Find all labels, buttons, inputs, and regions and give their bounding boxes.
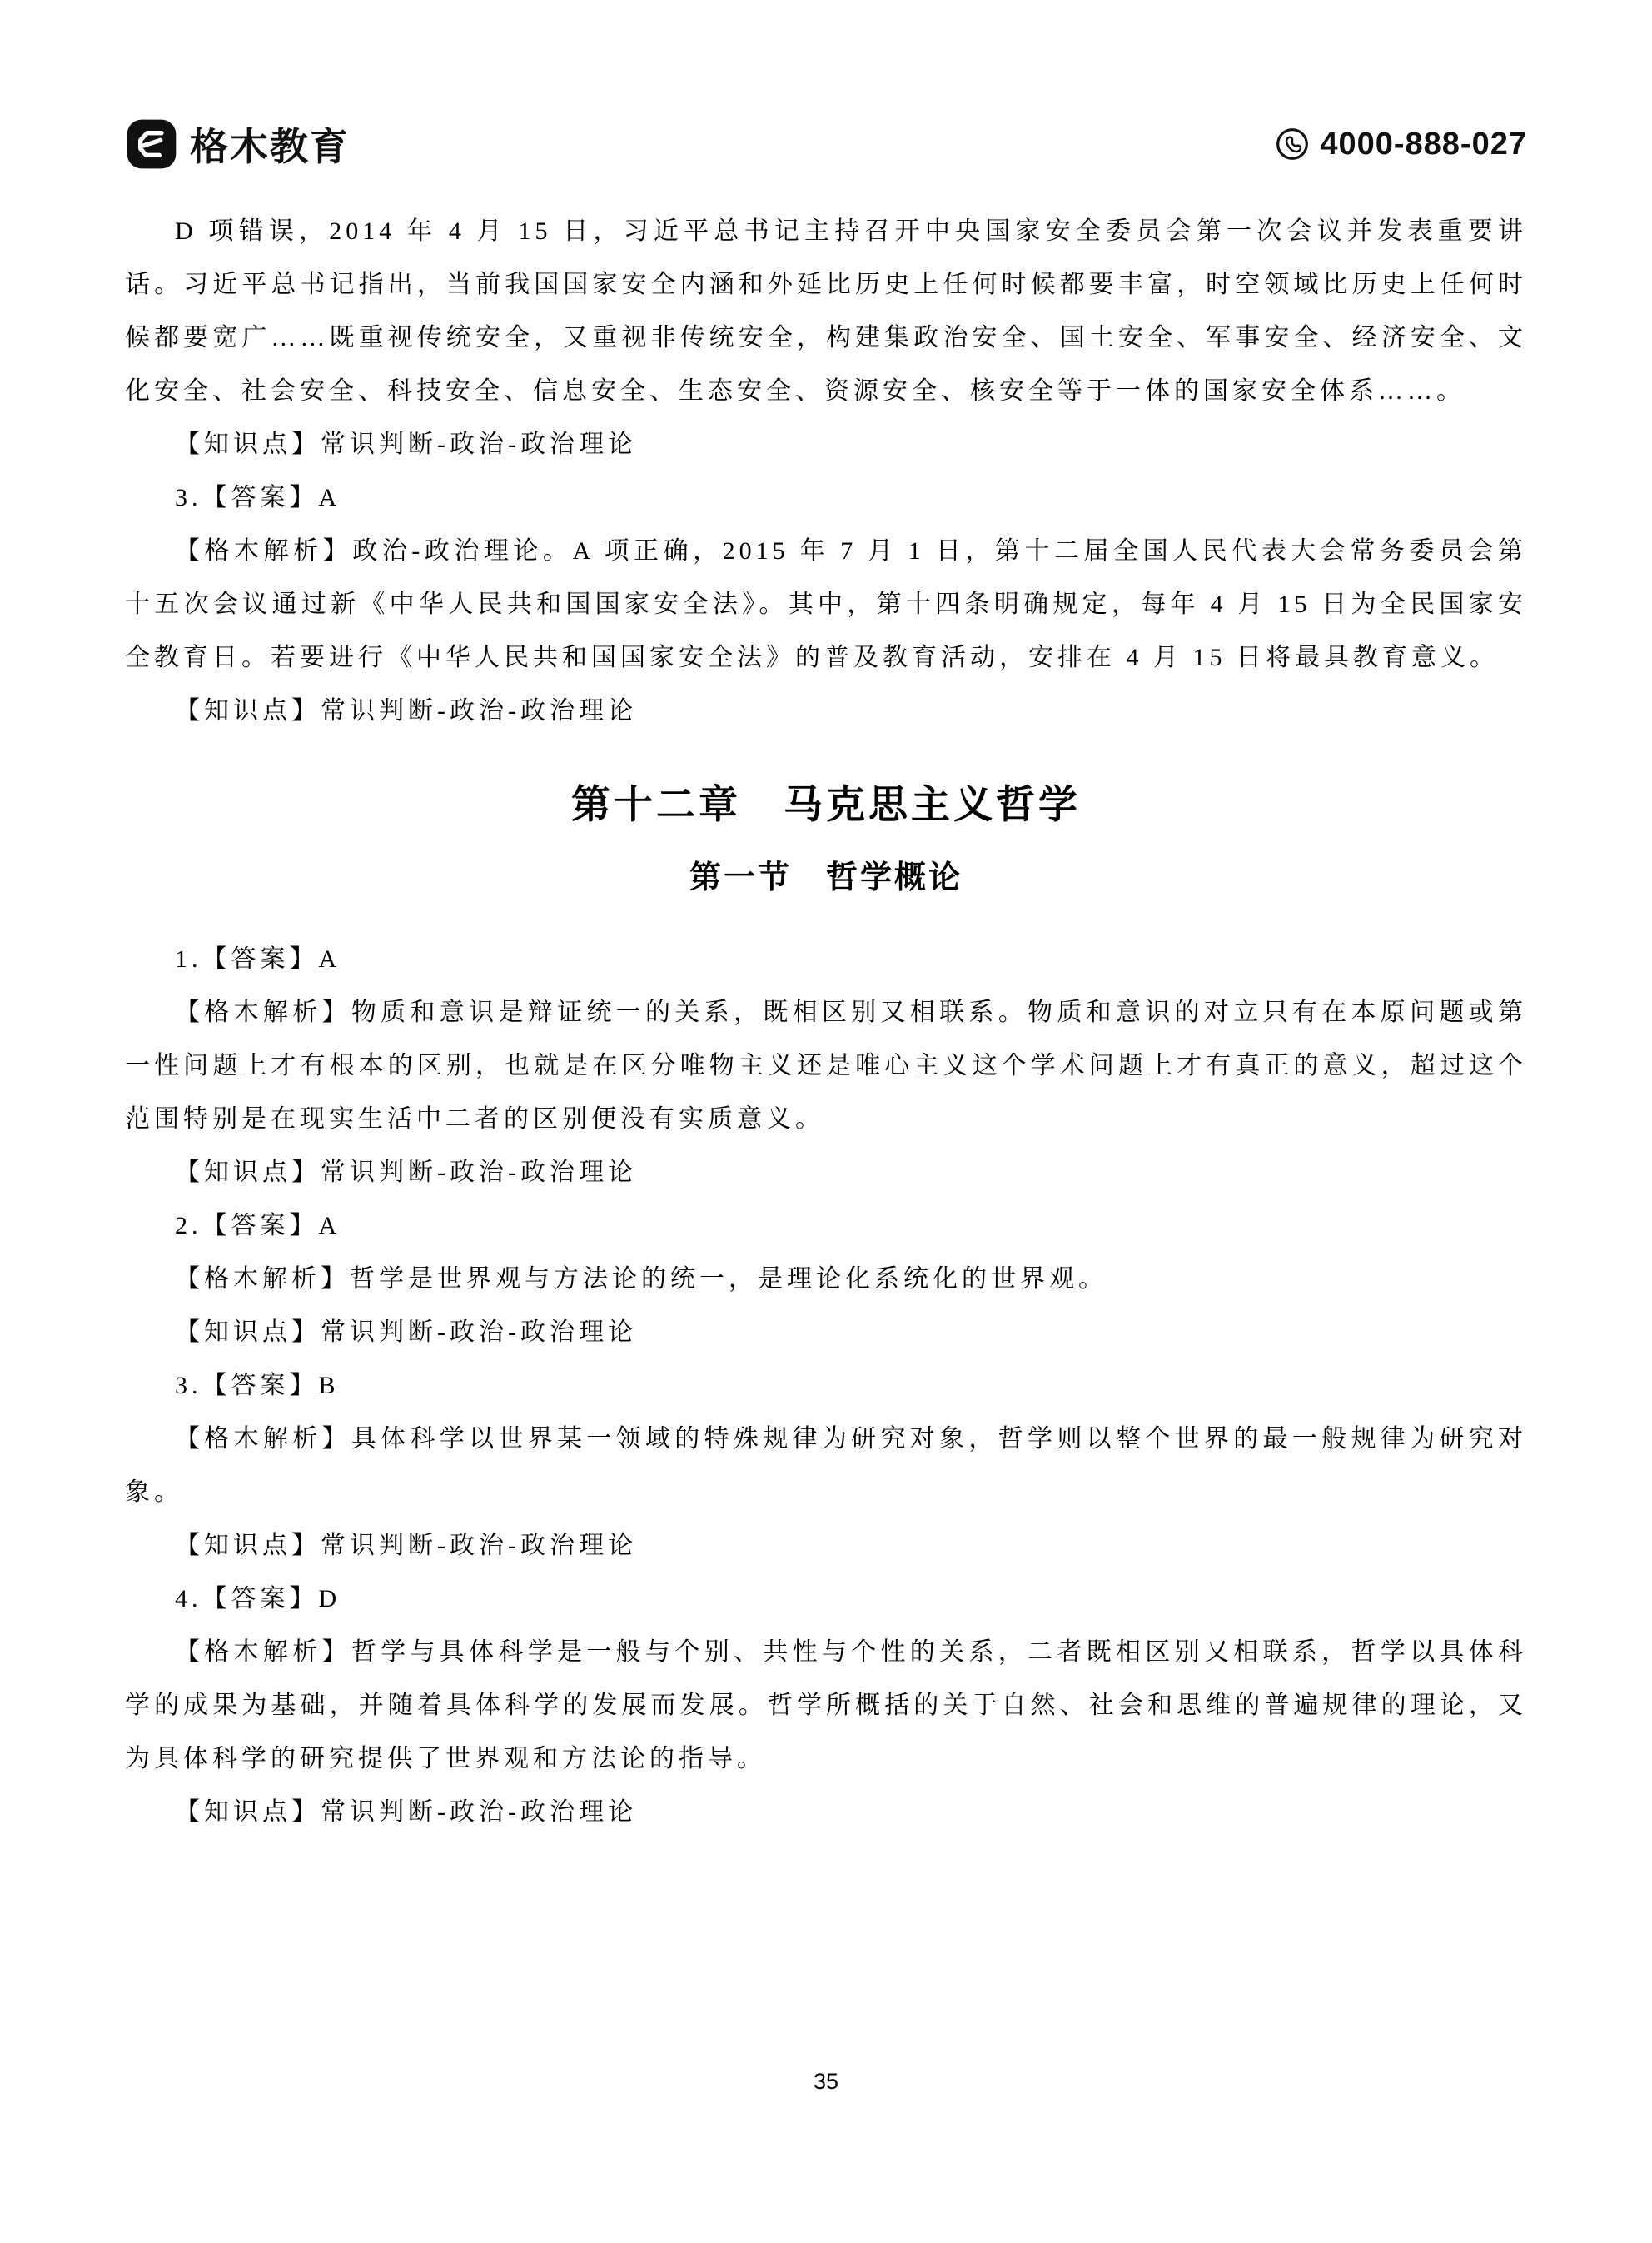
document-body: [125, 205, 1527, 1839]
phone-contact: [1275, 127, 1527, 162]
answer-line-q1: 1.【答案】A: [175, 945, 341, 973]
knowledge-point-line: 【知识点】常识判断-政治-政治理论: [175, 1532, 637, 1559]
page-number: 35: [813, 2069, 839, 2094]
analysis-line-q3: 【格木解析】政治-政治理论。A 项正确，2015 年 7 月 1 日，第十二届全国人民代表大会常务委员会第十五次会议通过新《中华人民共和国国家安全法》。其中，第十四条明确规定，每年 4 月 15 日为全民国家安全教育日。若要进行《中华人民共和国国家安全法》的普及教育活动，安排在 4 月 15 日将最具教育意义。: [125, 537, 1527, 671]
phone-number: 4000-888-027: [1320, 126, 1527, 162]
knowledge-point-line: 【知识点】常识判断-政治-政治理论: [175, 1798, 637, 1826]
knowledge-point-line: 【知识点】常识判断-政治-政治理论: [175, 697, 637, 725]
analysis-line-q1: 【格木解析】物质和意识是辩证统一的关系，既相区别又相联系。物质和意识的对立只有在本原问题或第一性问题上才有根本的区别，也就是在区分唯物主义还是唯心主义这个学术问题上才有真正的意义，超过这个范围特别是在现实生活中二者的区别便没有实质意义。: [125, 999, 1527, 1133]
gemu-logo-icon: [125, 117, 178, 171]
page-header: [125, 107, 1527, 182]
answer-line-q3-sec2: 3.【答案】B: [175, 1372, 340, 1399]
knowledge-point-line: 【知识点】常识判断-政治-政治理论: [175, 431, 637, 458]
phone-icon: [1275, 127, 1310, 162]
knowledge-point-line: 【知识点】常识判断-政治-政治理论: [175, 1318, 637, 1346]
answer-line-q2: 2.【答案】A: [175, 1212, 341, 1239]
chapter-heading: 第十二章 马克思主义哲学: [571, 784, 1081, 827]
section-heading: 第一节 哲学概论: [689, 860, 963, 895]
brand-name: 格木教育: [190, 125, 350, 168]
paragraph-d-option-explanation: D 项错误，2014 年 4 月 15 日，习近平总书记主持召开中央国家安全委员会第一次会议并发表重要讲话。习近平总书记指出，当前我国国家安全内涵和外延比历史上任何时候都要丰富，时空领域比历史上任何时候都要宽广……既重视传统安全，又重视非传统安全，构建集政治安全、国土安全、军事安全、经济安全、文化安全、社会安全、科技安全、信息安全、生态安全、资源安全、核安全等于一体的国家安全体系……。: [125, 217, 1527, 405]
brand: [125, 117, 350, 172]
analysis-line-q3-sec2: 【格木解析】具体科学以世界某一领域的特殊规律为研究对象，哲学则以整个世界的最一般规律为研究对象。: [125, 1425, 1527, 1506]
knowledge-point-line: 【知识点】常识判断-政治-政治理论: [175, 1159, 637, 1186]
analysis-line-q2: 【格木解析】哲学是世界观与方法论的统一，是理论化系统化的世界观。: [175, 1265, 1107, 1293]
analysis-line-q4: 【格木解析】哲学与具体科学是一般与个别、共性与个性的关系，二者既相区别又相联系，哲学以具体科学的成果为基础，并随着具体科学的发展而发展。哲学所概括的关于自然、社会和思维的普遍规律的理论，又为具体科学的研究提供了世界观和方法论的指导。: [125, 1638, 1527, 1772]
answer-line-q4: 4.【答案】D: [175, 1585, 341, 1612]
answer-line-q3: 3.【答案】A: [175, 484, 341, 511]
